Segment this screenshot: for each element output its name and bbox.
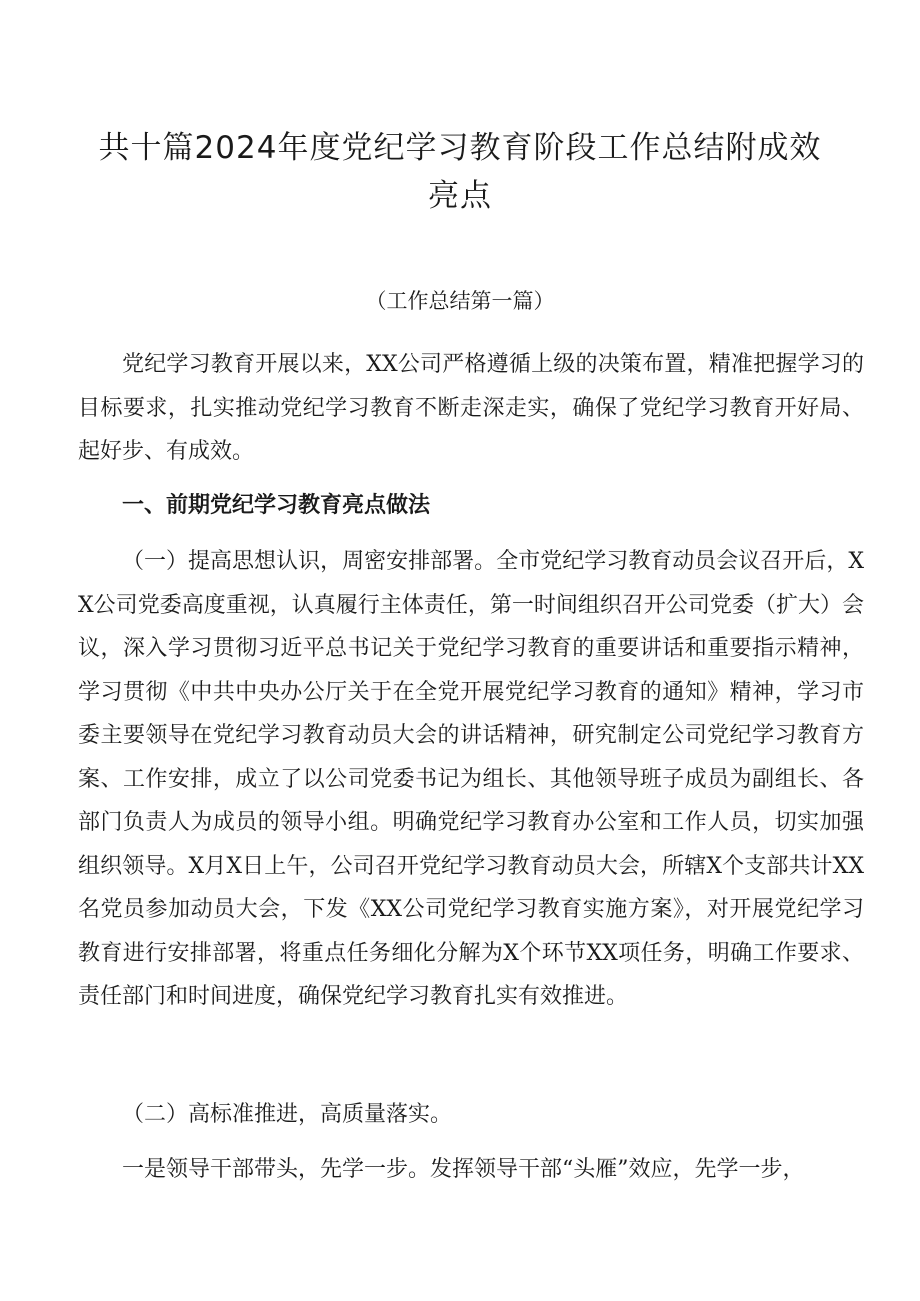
intro-paragraph: 党纪学习教育开展以来，XX公司严格遵循上级的决策布置，精准把握学习的目标要求，扎实推动党纪学习教育不断走深走实，确保了党纪学习教育开好局、起好步、有成效。 [78, 352, 864, 464]
document-title-line-2: 亮点 [428, 178, 492, 214]
section-item-1-paragraph: （一）提高思想认识，周密安排部署。全市党纪学习教育动员会议召开后，XX公司党委高度重视，认真履行主体责任，第一时间组织召开公司党委（扩大）会议，深入学习贯彻习近平总书记关于党纪学习教育的重要讲话和重要指示精神，学习贯彻《中共中央办公厅关于在全党开展党纪学习教育的通知》精神，学习市委主要领导在党纪学习教育动员大会的讲话精神，研究制定公司党纪学习教育方案、工作安排，成立了以公司党委书记为组长、其他领导班子成员为副组长、各部门负责人为成员的领导小组。明确党纪学习教育办公室和工作人员，切实加强组织领导。X月X日上午，公司召开党纪学习教育动员大会，所辖X个支部共计XX名党员参加动员大会，下发《XX公司党纪学习教育实施方案》，对开展党纪学习教育进行安排部署，将重点任务细化分解为X个环节XX项任务，明确工作要求、责任部门和时间进度，确保党纪学习教育扎实有效推进。 [78, 549, 864, 1009]
section-item-2-paragraph: （二）高标准推进，高质量落实。 [122, 1102, 453, 1127]
document-title-line-1: 共十篇2024年度党纪学习教育阶段工作总结附成效 [98, 130, 822, 166]
section-heading: 一、前期党纪学习教育亮点做法 [122, 493, 431, 518]
section-item-2-point-1-paragraph: 一是领导干部带头，先学一步。发挥领导干部“头雁”效应，先学一步， [122, 1157, 805, 1182]
document-subtitle: （工作总结第一篇） [365, 289, 555, 313]
